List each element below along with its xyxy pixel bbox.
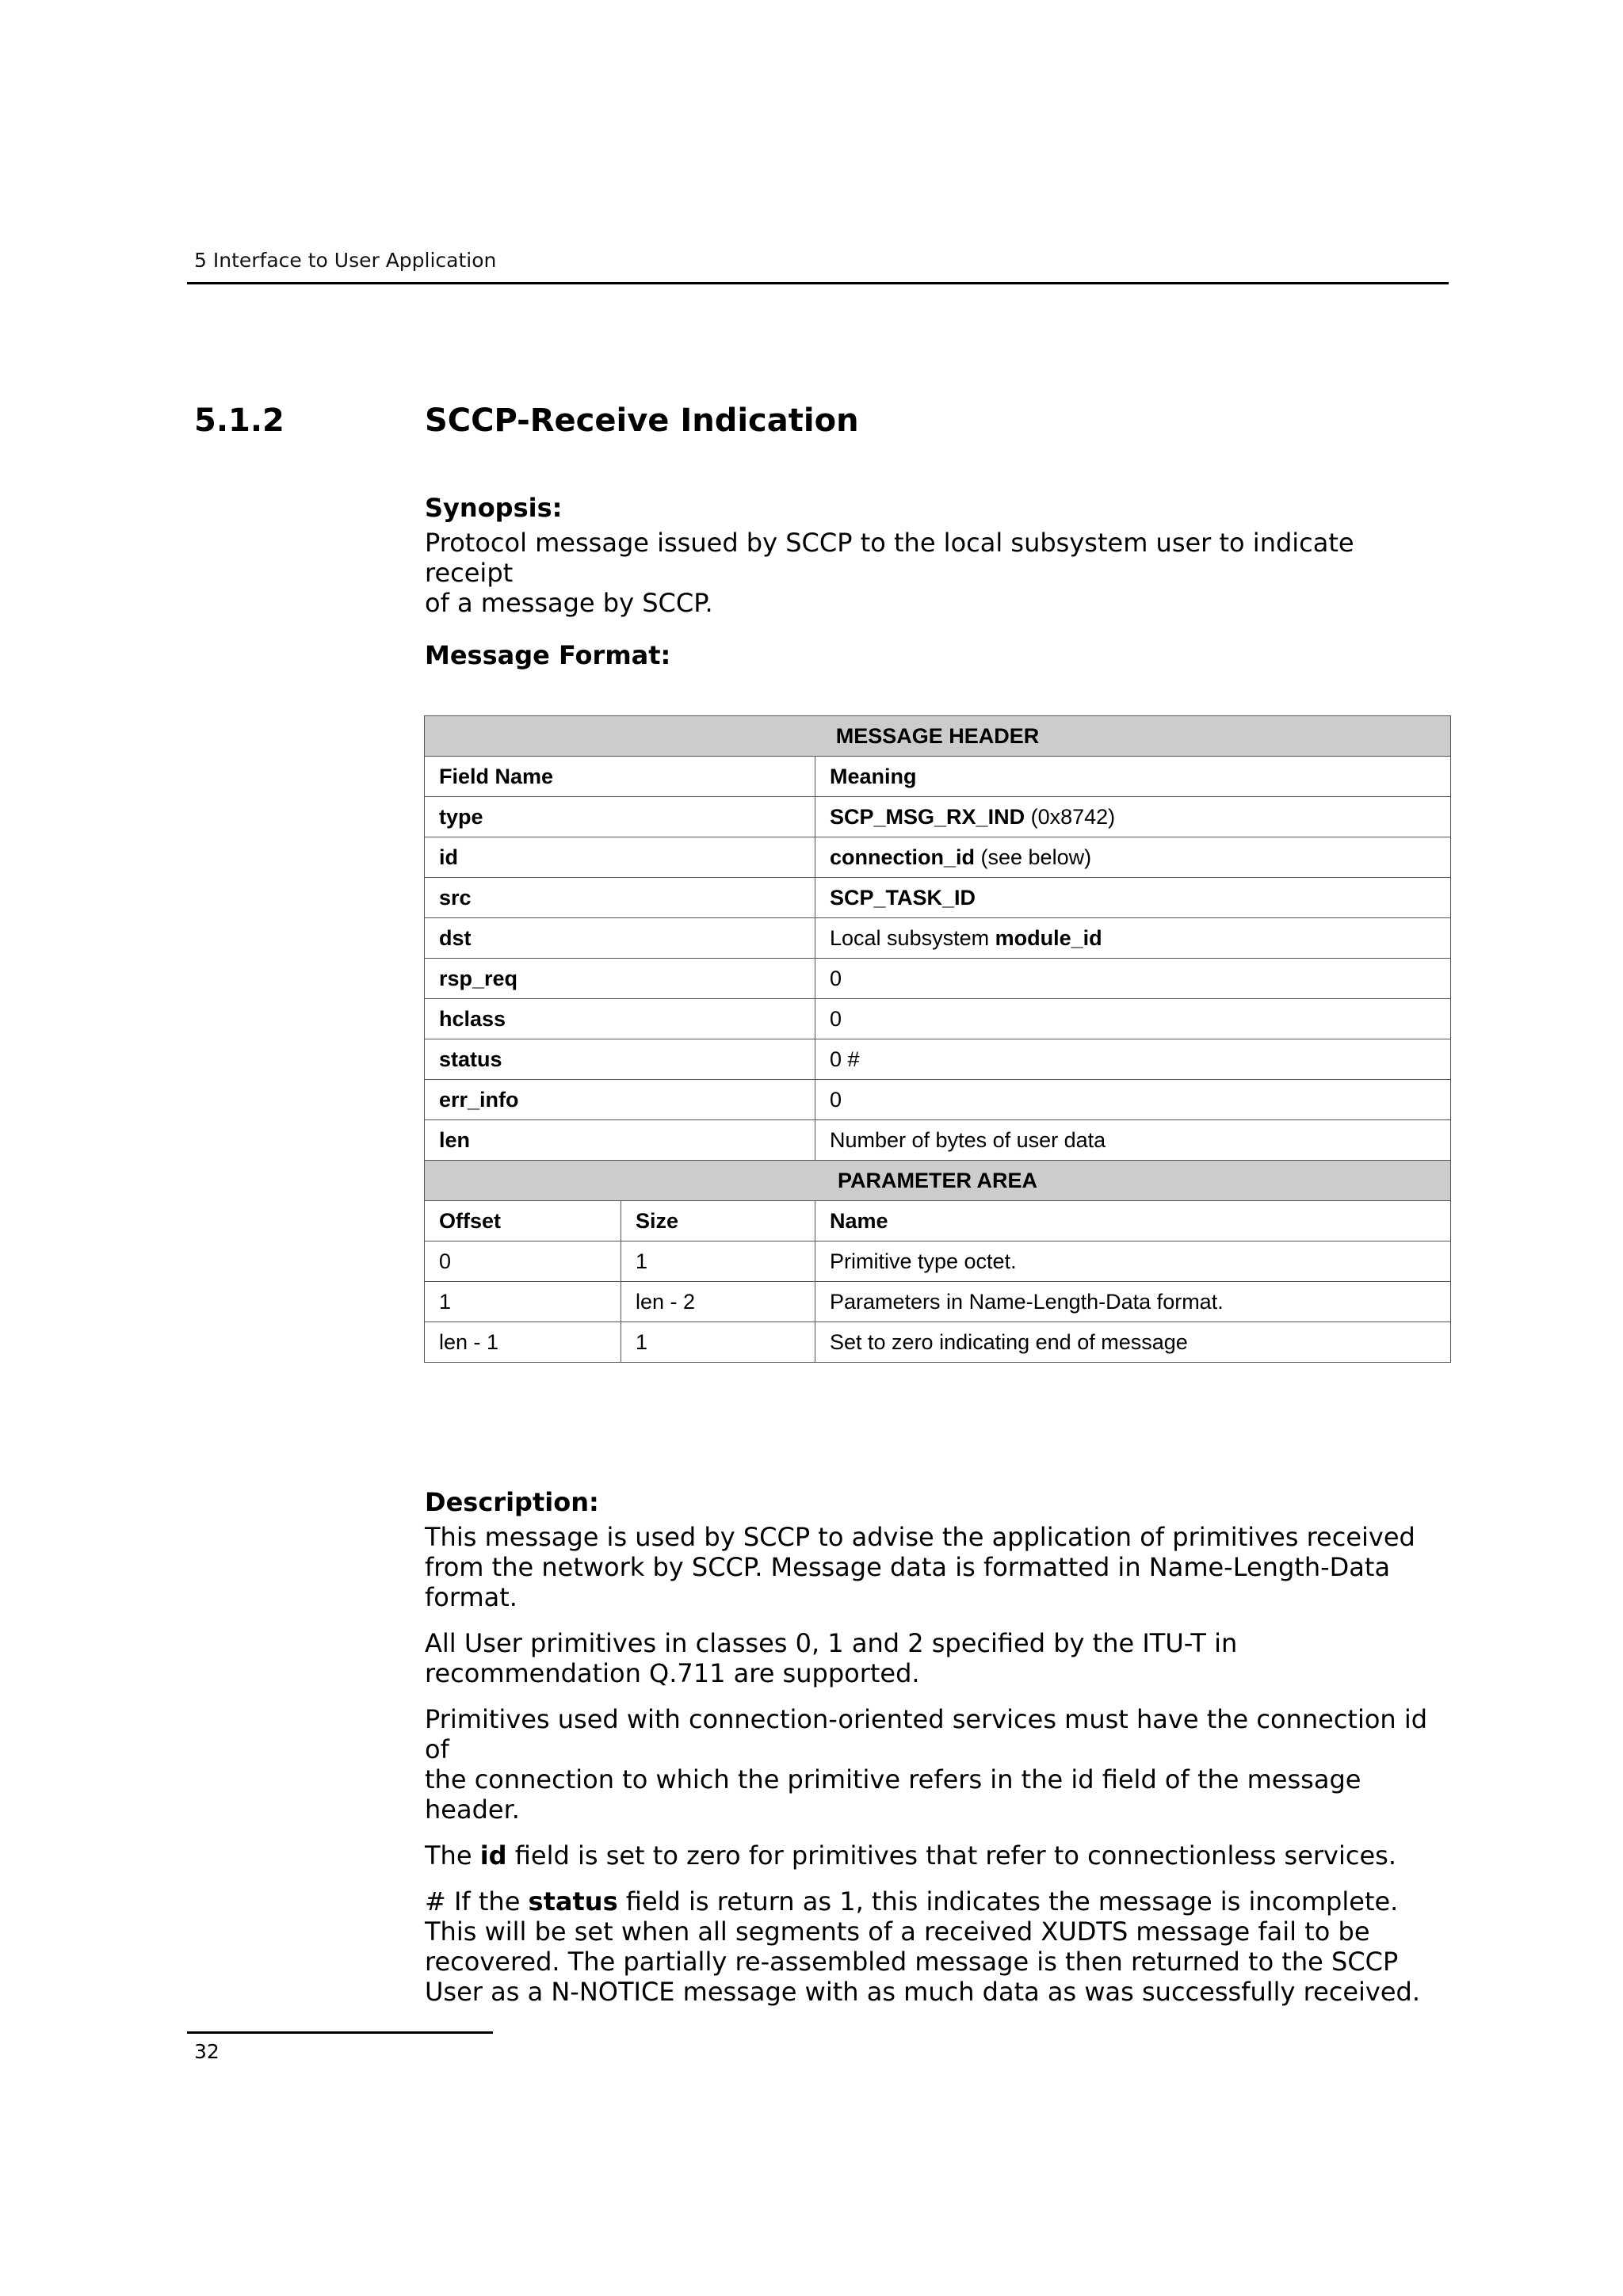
table-row [425,918,1451,959]
field-name-cell: rsp_req [425,959,815,999]
description-line: Primitives used with connection-oriented services must have the connection id of [425,1704,1428,1764]
page-number: 32 [194,2040,220,2063]
meaning-cell [815,837,1451,878]
description-line: User as a N-NOTICE message with as much data as was successfully received. [425,1977,1421,2007]
meaning-note: Local subsystem [830,925,995,950]
description-line: from the network by SCCP. Message data is formatted in Name-Length-Data [425,1552,1391,1582]
field-name-cell: err_info [425,1080,815,1120]
table-row [425,1080,1451,1120]
field-name-cell: src [425,878,815,918]
meaning-value: module_id [995,925,1102,950]
description-emphasis: id [479,1840,507,1871]
table-band-row [425,1161,1451,1201]
table-row [425,1241,1451,1282]
description-text: field is return as 1, this indicates the message is incomplete. [617,1886,1399,1917]
name-cell: Parameters in Name-Length-Data format. [815,1282,1451,1322]
header-rule [187,282,1449,284]
footer-rule [187,2031,493,2034]
table-row [425,1322,1451,1363]
description-line: the connection to which the primitive refers in the id field of the message [425,1764,1361,1794]
meaning-value: SCP_TASK_ID [830,885,976,910]
column-header-meaning: Meaning [815,757,1451,797]
synopsis-line: of a message by SCCP. [425,588,713,618]
offset-cell: len - 1 [425,1322,621,1363]
description-text: The [425,1840,480,1871]
meaning-cell: 0 [815,1080,1451,1120]
description-paragraph [425,1704,1439,1825]
offset-cell: 0 [425,1241,621,1282]
description-paragraph [425,1886,1439,2007]
description-line: All User primitives in classes 0, 1 and 2 specified by the ITU-T in [425,1628,1238,1658]
column-header-offset: Offset [425,1201,621,1241]
size-cell: len - 2 [621,1282,815,1322]
description-line: recommendation Q.711 are supported. [425,1658,920,1688]
size-cell: 1 [621,1241,815,1282]
column-header-field-name: Field Name [425,757,815,797]
name-cell: Set to zero indicating end of message [815,1322,1451,1363]
description-line: header. [425,1794,520,1825]
table-row [425,797,1451,837]
running-header: 5 Interface to User Application [194,249,497,272]
description-paragraph [425,1522,1439,1612]
table-row [425,878,1451,918]
message-format-heading: Message Format: [425,640,671,670]
field-name-cell: id [425,837,815,878]
field-name-cell: type [425,797,815,837]
meaning-cell [815,918,1451,959]
meaning-cell [815,797,1451,837]
message-header-band: MESSAGE HEADER [425,716,1451,757]
parameter-area-band: PARAMETER AREA [425,1161,1451,1201]
synopsis-block [425,493,1439,618]
column-header-name: Name [815,1201,1451,1241]
description-paragraph [425,1840,1439,1871]
description-line: This message is used by SCCP to advise the application of primitives received [425,1522,1415,1552]
synopsis-line: Protocol message issued by SCCP to the local subsystem user to indicate receipt [425,528,1354,588]
message-format-table [424,715,1451,1363]
meaning-cell: 0 [815,999,1451,1039]
meaning-value: connection_id [830,845,976,869]
table-band-row [425,716,1451,757]
description-heading: Description: [425,1487,599,1517]
meaning-value: SCP_MSG_RX_IND [830,804,1025,829]
field-name-cell: hclass [425,999,815,1039]
section-title: SCCP-Receive Indication [425,402,859,439]
meaning-note: (0x8742) [1025,804,1116,829]
column-header-size: Size [621,1201,815,1241]
table-header-row [425,757,1451,797]
name-cell: Primitive type octet. [815,1241,1451,1282]
size-cell: 1 [621,1322,815,1363]
section-number: 5.1.2 [194,402,285,439]
table-row [425,1282,1451,1322]
description-text: # If the [425,1886,529,1917]
offset-cell: 1 [425,1282,621,1322]
message-format-block [425,640,1439,670]
field-name-cell: len [425,1120,815,1161]
description-line: format. [425,1582,517,1612]
description-paragraph [425,1628,1439,1688]
description-block [425,1487,1439,2007]
description-line: recovered. The partially re-assembled message is then returned to the SCCP [425,1947,1399,1977]
meaning-note: (see below) [975,845,1092,869]
field-name-cell: status [425,1039,815,1080]
meaning-cell: Number of bytes of user data [815,1120,1451,1161]
description-emphasis: status [528,1886,618,1917]
meaning-cell: 0 [815,959,1451,999]
table-row [425,959,1451,999]
meaning-cell: 0 # [815,1039,1451,1080]
table-row [425,1120,1451,1161]
description-line: This will be set when all segments of a received XUDTS message fail to be [425,1917,1370,1947]
table-row [425,999,1451,1039]
synopsis-text [425,528,1439,618]
table-row [425,1039,1451,1080]
meaning-cell [815,878,1451,918]
synopsis-heading: Synopsis: [425,493,563,523]
table-row [425,837,1451,878]
description-text: field is set to zero for primitives that refer to connectionless services. [506,1840,1396,1871]
table-header-row [425,1201,1451,1241]
field-name-cell: dst [425,918,815,959]
